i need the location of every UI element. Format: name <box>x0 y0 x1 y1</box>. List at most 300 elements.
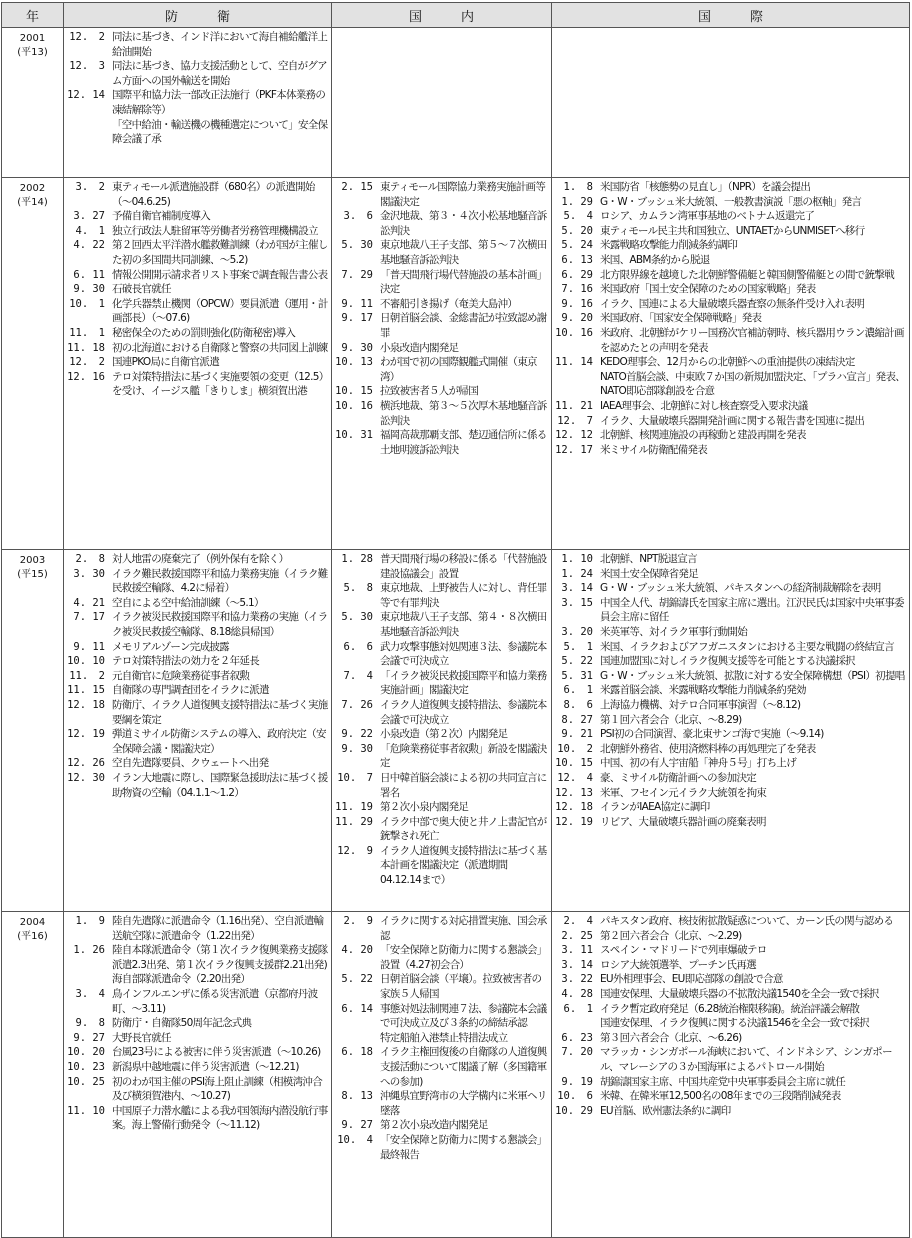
event-entry <box>332 384 551 399</box>
event-date: 2. 25 <box>561 929 593 942</box>
event-date: 12. 2 <box>69 356 105 369</box>
event-entry <box>552 1104 909 1119</box>
event-date: 10. 16 <box>555 326 593 339</box>
event-entry <box>64 297 331 326</box>
event-text: 米露首脳会談、米露戦略攻撃能力削減条約発効 <box>600 684 806 697</box>
event-text: 情報公開開示請求者リスト事案で調査報告書公表 <box>112 268 328 281</box>
event-text: G・W・ブッシュ米大統領、一般教書演説「悪の枢軸」発言 <box>600 195 862 208</box>
event-text: 元自衛官に危険業務従事者叙勲 <box>112 669 250 682</box>
event-entry <box>332 341 551 356</box>
event-entry <box>552 414 909 429</box>
event-date: 5. 30 <box>341 239 373 252</box>
event-date: 12. 14 <box>67 89 105 102</box>
event-text: 日朝首脳会談（平壌）。拉致被害者の家族５人帰国 <box>380 973 542 1000</box>
event-text: 米国、イラクおよびアフガニスタンにおける主要な戦闘の終結宣言 <box>600 640 894 653</box>
event-date: 7. 26 <box>341 698 373 711</box>
event-entry <box>332 1045 551 1089</box>
event-date: 6. 18 <box>341 1046 373 1059</box>
event-entry <box>64 238 331 267</box>
event-text: 米軍、フセイン元イラク大統領を拘束 <box>600 786 767 799</box>
event-entry <box>552 180 909 195</box>
event-date: 6. 29 <box>561 268 593 281</box>
era-label: (平14) <box>17 197 48 208</box>
event-date: 10. 25 <box>67 1075 105 1088</box>
event-entry <box>64 118 331 147</box>
defense-cell <box>64 912 332 1238</box>
event-date: 1. 24 <box>561 567 593 580</box>
event-entry <box>64 326 331 341</box>
year-cell <box>2 550 64 912</box>
event-entry <box>552 756 909 771</box>
event-text: 米ミサイル防衛配備発表 <box>600 443 708 456</box>
event-date: 3. 22 <box>561 973 593 986</box>
event-entry <box>552 640 909 655</box>
event-text: 防衛庁、イラク人道復興支援特措法に基づく実施要綱を策定 <box>112 698 328 726</box>
event-entry <box>64 1031 331 1046</box>
event-text: マラッカ・シンガポール海峡において、インドネシア、シンガポール、マレーシアの３か国海軍によるパトロール開始 <box>600 1046 892 1073</box>
event-entry <box>64 972 331 987</box>
event-entry <box>64 355 331 370</box>
event-text: 台風23号による被害に伴う災害派遣（～10.26) <box>112 1046 321 1059</box>
header-row <box>2 3 910 28</box>
event-entry <box>552 195 909 210</box>
event-entry <box>64 596 331 611</box>
event-date: 5. 24 <box>561 239 593 252</box>
event-entry <box>64 756 331 771</box>
event-text: イラク人道復興支援特措法に基づく基本計画を閣議決定（派遣期間04.12.14まで） <box>380 844 547 887</box>
event-entry <box>332 844 551 888</box>
event-text: テロ対策特措法に基づく実施要領の変更（12.5）を受け、イージス艦「きりしま」横須賀出港 <box>112 370 324 398</box>
event-text: 中国原子力潜水艦による我が国領海内潜没航行事案。海上警備行動発令（～11.12) <box>112 1104 328 1132</box>
event-entry <box>552 209 909 224</box>
event-date: 5. 20 <box>561 224 593 237</box>
event-entry <box>64 59 331 88</box>
event-date: 3. 30 <box>73 567 105 580</box>
event-entry <box>552 581 909 596</box>
event-date: 5. 22 <box>561 655 593 668</box>
event-text: 陸自本隊派遣命令（第１次イラク復興業務支援隊派遣2.3出発、第１次イラク復興支援群2.21出発) <box>112 944 328 971</box>
event-date: 6. 1 <box>563 684 593 697</box>
event-entry <box>552 370 909 399</box>
event-entry <box>64 1075 331 1104</box>
event-entry <box>552 1075 909 1090</box>
year-label: 2002 <box>19 183 46 194</box>
event-date: 10. 31 <box>335 429 373 442</box>
event-text: 金沢地裁、第３・４次小松基地騒音訴訟判決 <box>380 210 547 237</box>
event-date: 1. 26 <box>73 944 105 957</box>
event-text: EU外相理事会、EU即応部隊の創設で合意 <box>600 973 783 986</box>
event-text: 北朝鮮外務省、使用済燃料棒の再処理完了を発表 <box>600 742 816 755</box>
event-date: 5. 31 <box>561 669 593 682</box>
event-entry <box>552 552 909 567</box>
event-entry <box>332 1002 551 1031</box>
event-entry <box>552 443 909 458</box>
event-entry <box>552 713 909 728</box>
event-date: 2. 4 <box>563 915 593 927</box>
event-text: 米韓、在韓米軍12,500名の08年までの三段階削減発表 <box>600 1090 841 1103</box>
event-date: 11. 1 <box>69 326 105 339</box>
event-text: 予備自衛官補制度導入 <box>112 210 210 223</box>
event-entry <box>552 253 909 268</box>
event-text: 初のわが国主催のPSI海上阻止訓練（相模湾沖合及び横須賀港内、～10.27) <box>112 1075 322 1103</box>
event-text: パキスタン政府、核技術拡散疑惑について、カーン氏の関与認める <box>600 915 894 927</box>
event-entry <box>332 640 551 669</box>
event-text: 福岡高裁那覇支部、楚辺通信所に係る土地明渡訴訟判決 <box>380 429 547 456</box>
event-date: 3. 15 <box>561 596 593 609</box>
event-text: EU首脳、欧州憲法条約に調印 <box>600 1104 731 1117</box>
event-date: 9. 11 <box>73 640 105 653</box>
event-entry <box>552 958 909 973</box>
header-defense: 防 衛 <box>64 3 332 28</box>
event-text: 自衛隊の専門調査団をイラクに派遣 <box>112 684 269 697</box>
event-date: 1. 28 <box>341 553 373 565</box>
event-text: 東ティモール民主共和国独立、UNTAETからUNMISETへ移行 <box>600 224 865 237</box>
event-entry <box>332 209 551 238</box>
event-date: 12. 18 <box>555 801 593 814</box>
event-entry <box>332 815 551 844</box>
event-text: 同法に基づき、インド洋において海自補給艦洋上給油開始 <box>112 31 328 58</box>
event-text: イラクに関する対応措置実施、国会承認 <box>380 915 547 942</box>
event-entry <box>552 698 909 713</box>
event-entry <box>64 771 331 800</box>
event-entry <box>552 428 909 443</box>
event-text: イラク暫定政府発足（6.28統治権限移譲)。統治評議会解散 <box>600 1002 860 1015</box>
year-row <box>2 178 910 550</box>
event-date: 11. 2 <box>69 669 105 682</box>
year-row <box>2 28 910 178</box>
event-text: 米政府、北朝鮮がケリー国務次官補訪朝時、核兵器用ウラン濃縮計画を認めたとの声明を発表 <box>600 326 904 354</box>
event-entry <box>64 669 331 684</box>
event-text: 東ティモール派遣施設群（680名）の派遣開始（～04.6.25) <box>112 181 315 208</box>
event-text: イラク、大量破壊兵器開発計画に関する報告書を国連に提出 <box>600 414 865 427</box>
event-entry <box>552 355 909 370</box>
era-label: (平16) <box>17 931 48 942</box>
event-entry <box>64 698 331 727</box>
event-text: 空自による空中給油訓練（～5.1） <box>112 596 264 609</box>
event-date: 3. 14 <box>561 582 593 595</box>
event-date: 3. 20 <box>561 625 593 638</box>
event-entry <box>552 311 909 326</box>
event-date: 1. 9 <box>75 915 105 927</box>
event-date: 10. 10 <box>67 655 105 668</box>
event-entry <box>552 800 909 815</box>
year-label: 2003 <box>19 555 46 566</box>
event-entry <box>332 1031 551 1046</box>
event-date: 5. 22 <box>341 973 373 986</box>
event-date: 9. 30 <box>73 283 105 296</box>
event-text: 小泉改造内閣発足 <box>380 341 459 354</box>
event-entry <box>332 727 551 742</box>
event-text: 国連安保理、大量破壊兵器の不拡散決議1540を全会一致で採択 <box>600 987 879 1000</box>
event-date: 10. 20 <box>67 1046 105 1059</box>
event-text: 上海協力機構、対テロ合同軍事演習（～8.12) <box>600 698 801 711</box>
event-entry <box>64 727 331 756</box>
event-date: 9. 20 <box>561 312 593 325</box>
event-text: 「危険業務従事者叙勲」新設を閣議決定 <box>380 742 547 770</box>
event-entry <box>552 399 909 414</box>
event-date: 11. 18 <box>67 341 105 354</box>
event-date: 9. 21 <box>561 728 593 741</box>
event-text: 独立行政法人駐留軍等労働者労務管理機構設立 <box>112 224 318 237</box>
event-date: 9. 8 <box>75 1017 105 1030</box>
event-text: 米国政府、「国家安全保障戦略」発表 <box>600 312 762 325</box>
event-date: 1. 10 <box>561 553 593 565</box>
event-entry <box>64 180 331 209</box>
event-entry <box>552 596 909 625</box>
event-text: 陸自先遣隊に派遣命令（1.16出発）、空自派遣輸送航空隊に派遣命令（1.22出発） <box>112 915 324 942</box>
event-date: 8. 13 <box>341 1090 373 1103</box>
event-text: 東京地裁八王子支部、第５～７次横田基地騒音訴訟判決 <box>380 239 547 266</box>
event-date <box>552 1016 600 1031</box>
event-entry <box>332 972 551 1001</box>
event-text: イラン大地震に際し、国際緊急援助法に基づく援助物資の空輸（04.1.1～1.2） <box>112 771 328 799</box>
event-text: 不審船引き揚げ（奄美大島沖） <box>380 297 518 310</box>
event-date: 7. 17 <box>73 611 105 624</box>
event-entry <box>64 268 331 283</box>
event-text: 拉致被害者５人が帰国 <box>380 385 478 398</box>
event-date: 9. 27 <box>341 1119 373 1132</box>
event-date: 6. 23 <box>561 1031 593 1044</box>
event-text: イラク被災民救援国際平和協力業務の実施（イラク被災民救援空輸隊、8.18総員帰国） <box>112 611 328 638</box>
event-text: 中国、初の有人宇宙船「神舟５号」打ち上げ <box>600 757 796 770</box>
event-text: G・W・ブッシュ米大統領、パキスタンへの経済制裁解除を表明 <box>600 582 881 595</box>
year-label: 2001 <box>19 33 46 44</box>
era-label: (平15) <box>17 569 48 580</box>
event-entry <box>64 370 331 399</box>
event-text: 東京地裁八王子支部、第４・８次横田基地騒音訴訟判決 <box>380 611 547 638</box>
event-entry <box>332 1133 551 1162</box>
header-year: 年 <box>2 3 64 28</box>
event-entry <box>332 268 551 297</box>
event-text: 米国防省「核態勢の見直し」（NPR）を議会提出 <box>600 181 811 193</box>
event-entry <box>64 1045 331 1060</box>
event-text: ロシア、カムラン湾軍事基地のベトナム返還完了 <box>600 210 815 223</box>
event-text: 横浜地裁、第３～５次厚木基地騒音訴訟判決 <box>380 399 547 427</box>
event-entry <box>332 180 551 209</box>
event-entry <box>552 567 909 582</box>
event-date: 10. 2 <box>557 742 593 755</box>
event-date: 9. 16 <box>561 297 593 310</box>
event-entry <box>64 610 331 639</box>
event-date: 11. 14 <box>555 356 593 369</box>
event-text: 武力攻撃事態対処関連３法、参議院本会議で可決成立 <box>380 640 547 668</box>
event-date: 1. 29 <box>561 195 593 208</box>
event-text: 防衛庁・自衛隊50周年記念式典 <box>112 1017 252 1030</box>
domestic-cell <box>332 550 552 912</box>
event-entry <box>64 683 331 698</box>
event-date: 9. 17 <box>341 312 373 325</box>
event-entry <box>64 209 331 224</box>
event-entry <box>64 987 331 1016</box>
event-date: 6. 13 <box>561 253 593 266</box>
event-entry <box>552 1031 909 1046</box>
event-date: 12. 19 <box>67 728 105 741</box>
defense-cell <box>64 28 332 178</box>
event-date: 12. 16 <box>67 370 105 383</box>
event-text: 豪、ミサイル防衛計画への参加決定 <box>600 771 757 784</box>
event-entry <box>552 654 909 669</box>
event-entry <box>64 224 331 239</box>
event-entry <box>552 786 909 801</box>
event-date: 4. 1 <box>75 224 105 237</box>
event-text: 小泉改造（第２次）内閣発足 <box>380 728 508 741</box>
event-entry <box>64 341 331 356</box>
event-date <box>552 370 600 399</box>
intl-cell <box>552 178 910 550</box>
defense-cell <box>64 178 332 550</box>
event-text: 第２次小泉内閣発足 <box>380 801 469 814</box>
event-date: 3. 14 <box>561 958 593 971</box>
event-date: 3. 27 <box>73 210 105 223</box>
event-date <box>64 118 112 147</box>
event-date: 2. 15 <box>341 181 373 193</box>
intl-cell <box>552 28 910 178</box>
event-text: イラク人道復興支援特措法、参議院本会議で可決成立 <box>380 698 547 726</box>
event-date: 4. 20 <box>341 944 373 957</box>
event-text: 第３回六者会合（北京、～6.26) <box>600 1031 742 1044</box>
event-text: 米国政府「国土安全保障のための国家戦略」発表 <box>600 283 816 296</box>
event-text: 対人地雷の廃棄完了（例外保有を除く） <box>112 553 289 565</box>
event-entry <box>64 30 331 59</box>
event-entry <box>332 771 551 800</box>
event-date: 11. 19 <box>335 801 373 814</box>
event-date: 8. 27 <box>561 713 593 726</box>
event-text: 東ティモール国際協力業務実施計画等閣議決定 <box>380 181 546 208</box>
event-text: メモリアルゾーン完成披露 <box>112 640 229 653</box>
event-date: 12. 30 <box>67 771 105 784</box>
event-text: 米国、ABM条約から脱退 <box>600 253 710 266</box>
event-entry <box>552 727 909 742</box>
event-date: 1. 8 <box>563 181 593 193</box>
event-entry <box>64 282 331 297</box>
event-date: 6. 14 <box>341 1002 373 1015</box>
event-entry <box>552 943 909 958</box>
chronology-table <box>1 2 909 1236</box>
event-entry <box>332 581 551 610</box>
event-entry <box>332 297 551 312</box>
event-text: スペイン・マドリードで列車爆破テロ <box>600 944 767 957</box>
event-text: 北方限界線を越境した北朝鮮警備艇と韓国側警備艇との間で銃撃戦 <box>600 268 894 281</box>
event-entry <box>332 669 551 698</box>
event-entry <box>332 1118 551 1133</box>
event-text: 国連安保理、イラク復興に関する決議1546を全会一致で採択 <box>600 1017 869 1030</box>
event-text: 秘密保全のための罰則強化(防衛秘密)導入 <box>112 326 296 339</box>
event-text: イラク、国連による大量破壊兵器査察の無条件受け入れ表明 <box>600 297 865 310</box>
event-date: 5. 30 <box>341 611 373 624</box>
event-text: 鳥インフルエンザに係る災害派遣（京都府丹波町、～3.11) <box>112 987 318 1015</box>
event-entry <box>552 297 909 312</box>
event-entry <box>64 88 331 117</box>
event-date: 5. 8 <box>343 582 373 595</box>
event-date: 9. 30 <box>341 742 373 755</box>
event-text: IAEA理事会、北朝鮮に対し核査察受入要求決議 <box>600 399 808 412</box>
event-text: 化学兵器禁止機関（OPCW）要員派遣（運用・計画部長）（～07.6) <box>112 297 328 325</box>
event-entry <box>64 1060 331 1075</box>
event-date: 12. 3 <box>69 60 105 73</box>
event-date: 9. 22 <box>341 728 373 741</box>
event-entry <box>64 914 331 943</box>
event-entry <box>552 1089 909 1104</box>
event-date: 11. 21 <box>555 399 593 412</box>
event-date: 12. 19 <box>555 815 593 828</box>
event-entry <box>64 943 331 972</box>
event-text: 沖縄県宜野湾市の大学構内に米軍ヘリ墜落 <box>380 1090 547 1117</box>
header-international: 国 際 <box>552 3 910 28</box>
event-date: 3. 4 <box>75 987 105 1000</box>
event-text: 東京地裁、上野被告人に対し、背任罪等で有罪判決 <box>380 582 547 609</box>
event-entry <box>64 640 331 655</box>
event-text: 石破長官就任 <box>112 283 171 296</box>
event-text: イラク難民救援国際平和協力業務実施（イラク難民救援空輸隊、4.2に帰着） <box>112 567 328 595</box>
event-date: 4. 21 <box>73 596 105 609</box>
event-date: 5. 1 <box>563 640 593 653</box>
event-text: 空自先遣隊要員、クウェートへ出発 <box>112 757 269 770</box>
event-entry <box>552 987 909 1002</box>
event-entry <box>552 1016 909 1031</box>
event-date: 12. 13 <box>555 786 593 799</box>
event-date: 12. 9 <box>337 844 373 857</box>
event-date: 10. 23 <box>67 1060 105 1073</box>
event-text: KEDO理事会、12月からの北朝鮮への重油提供の凍結決定 <box>600 356 855 369</box>
event-text: 弾道ミサイル防衛システムの導入、政府決定（安全保障会議・閣議決定） <box>112 728 326 755</box>
event-text: 事態対処法制関連７法、参議院本会議で可決成立及び３条約の締結承認 <box>380 1002 547 1030</box>
event-entry <box>552 972 909 987</box>
event-date: 9. 11 <box>341 297 373 310</box>
event-entry <box>552 929 909 944</box>
event-text: 第２次小泉改造内閣発足 <box>380 1119 488 1132</box>
event-text: PSI初の合同演習、豪北東サンゴ海で実施（～9.14) <box>600 728 824 741</box>
event-date <box>64 972 112 987</box>
event-text: 同法に基づき、協力支援活動として、空自がグアム方面への国外輸送を開始 <box>112 60 327 87</box>
domestic-cell <box>332 28 552 178</box>
event-entry <box>332 355 551 384</box>
year-cell <box>2 178 64 550</box>
event-entry <box>332 311 551 340</box>
event-text: 大野長官就任 <box>112 1031 171 1044</box>
event-text: 日中韓首脳会談による初の共同宣言に署名 <box>380 771 547 799</box>
event-entry <box>552 224 909 239</box>
event-date: 12. 26 <box>67 757 105 770</box>
year-label: 2004 <box>19 917 46 928</box>
event-text: 北朝鮮、核関連施設の再稼動と建設再開を発表 <box>600 429 806 442</box>
event-entry <box>552 1002 909 1017</box>
event-entry <box>552 914 909 929</box>
event-date: 10. 29 <box>555 1104 593 1117</box>
event-text: G・W・ブッシュ米大統領、拡散に対する安全保障構想（PSI）初提唱 <box>600 669 905 682</box>
event-entry <box>332 698 551 727</box>
event-text: 普天間飛行場の移設に係る「代替施設建設協議会」設置 <box>380 553 547 580</box>
event-entry <box>332 1089 551 1118</box>
event-date: 10. 1 <box>69 297 105 310</box>
domestic-cell <box>332 178 552 550</box>
event-text: 「空中給油・輸送機の機種選定について」安全保障会議了承 <box>112 118 328 146</box>
event-entry <box>64 567 331 596</box>
event-entry <box>552 625 909 640</box>
event-date: 12. 18 <box>67 698 105 711</box>
event-date: 7. 16 <box>561 283 593 296</box>
event-date: 12. 7 <box>557 414 593 427</box>
event-text: 「安全保障と防衛力に関する懇談会」最終報告 <box>380 1133 547 1161</box>
event-text: NATO首脳会談、中東欧７か国の新規加盟決定、「プラハ宣言」発表、NATO即応部隊創設を合意 <box>600 370 906 398</box>
event-text: 米英軍等、対イラク軍事行動開始 <box>600 625 747 638</box>
event-entry <box>332 914 551 943</box>
event-date: 10. 13 <box>335 356 373 369</box>
event-date: 4. 22 <box>73 239 105 252</box>
event-text: 特定船舶入港禁止特措法成立 <box>380 1031 508 1044</box>
event-date: 5. 4 <box>563 210 593 223</box>
event-text: 日朝首脳会談、金総書記が拉致認め謝罪 <box>380 312 547 339</box>
event-date: 6. 6 <box>343 640 373 653</box>
